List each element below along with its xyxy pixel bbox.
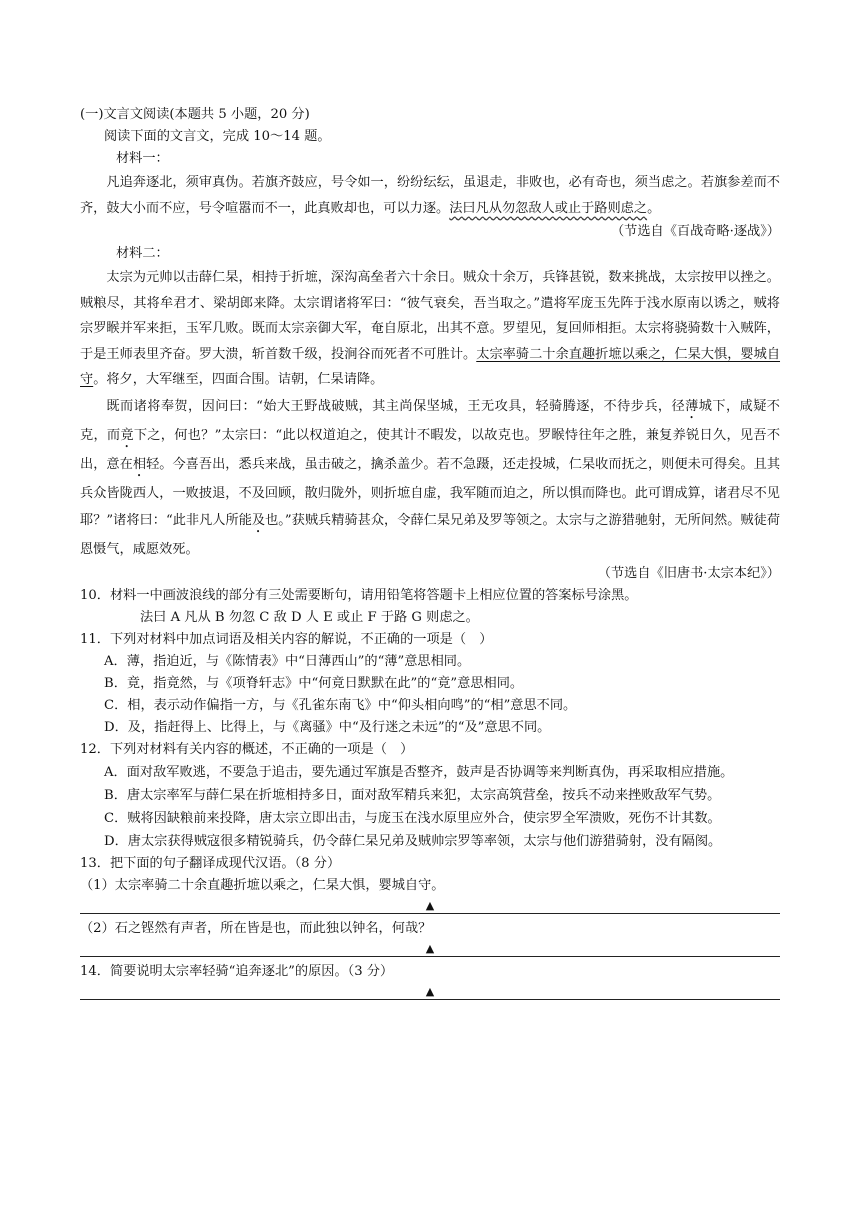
answer-mark: ▲ bbox=[425, 898, 435, 912]
wavy-underlined-text: 法曰凡从勿忽敌人或止于路则虑之 bbox=[449, 200, 648, 216]
dotted-word-bo: 薄 bbox=[685, 398, 699, 414]
instruction: 阅读下面的文言文，完成 10～14 题。 bbox=[104, 129, 331, 144]
q10-stem: 10．材料一中画波浪线的部分有三处需要断句，请用铅笔将答题卡上相应位置的答案标号涂黑。 bbox=[80, 587, 638, 603]
q13-stem: 13．把下面的句子翻译成现代汉语。（8 分） bbox=[80, 855, 341, 871]
q11-option-d: D．及，指赶得上、比得上，与《离骚》中“及行迷之未远”的“及”意思不同。 bbox=[104, 719, 551, 735]
material1-paragraph: 凡追奔逐北，须审真伪。若旗齐鼓应，号令如一，纷纷纭纭，虽退走，非败也，必有奇也，须当虑之。若旗参差而不齐，鼓大小而不应，号令喧嚣而不一，此真败却也，可以力逐。法曰凡从勿忽敌人或止于路则虑之。 bbox=[80, 175, 780, 216]
dotted-word-jing: 竟 bbox=[120, 427, 134, 443]
answer-mark: ▲ bbox=[425, 984, 435, 998]
material2-label: 材料二： bbox=[116, 246, 169, 261]
answer-line-1[interactable] bbox=[80, 913, 780, 914]
exam-page bbox=[80, 104, 780, 1000]
material2-source: （节选自《旧唐书·太宗本纪》） bbox=[597, 565, 780, 581]
q12-option-b: B．唐太宗率军与薛仁杲在折墌相持多日，面对敌军精兵来犯，太宗高筑营垒，按兵不动来挫败敌军气势。 bbox=[104, 787, 721, 803]
q10-options: 法曰 A 凡从 B 勿忽 C 敌 D 人 E 或止 F 于路 G 则虑之。 bbox=[140, 609, 479, 625]
dotted-word-xiang: 相 bbox=[132, 456, 147, 472]
q13-sentence-1: （1）太宗率骑二十余直趣折墌以乘之，仁杲大惧，婴城自守。 bbox=[80, 877, 445, 893]
answer-line-2[interactable] bbox=[80, 956, 780, 957]
q12-stem: 12．下列对材料有关内容的概述，不正确的一项是（ ） bbox=[80, 741, 414, 757]
material1-source: （节选自《百战奇略·逐战》） bbox=[610, 224, 780, 239]
material2-paragraph-1: 太宗为元帅以击薛仁杲，相持于折墌，深沟高垒者六十余日。贼众十余万，兵锋甚锐，数来挑战，太宗按甲以挫之。贼粮尽，其将牟君才、梁胡郎来降。太宗谓诸将军曰：“彼气衰矣，吾当取之。”遣将军庞玉先阵于浅水原南以诱之，贼将宗罗睺并军来拒，玉军几败。既而太宗亲御大军，奄自原北，出其不意。罗望见，复回师相拒。太宗将骁骑数十入贼阵，于是王师表里齐奋。罗大溃，斩首数千级，投涧谷而死者不可胜计。太宗率骑二十余直趣折墌以乘之，仁杲大惧，婴城自守。将夕，大军继至，四面合围。诘朝，仁杲请降。 bbox=[80, 270, 781, 387]
q11-stem: 11．下列对材料中加点词语及相关内容的解说，不正确的一项是（ ） bbox=[80, 631, 493, 647]
q11-option-b: B．竟，指竟然，与《项脊轩志》中“何竟日默默在此”的“竟”意思相同。 bbox=[104, 675, 524, 691]
q11-option-c: C．相，表示动作偏指一方，与《孔雀东南飞》中“仰头相向鸣”的“相”意思不同。 bbox=[104, 697, 577, 713]
material2-paragraph-2: 既而诸将奉贺，因问曰：“始大王野战破贼，其主尚保坚城，王无攻具，轻骑腾逐，不待步兵，径薄城下，咸疑不克，而竟下之，何也？”太宗曰：“此以权道迫之，使其计不暇发，以故克也。罗睺恃往年之胜，兼复养锐日久，见吾不出，意在相轻。今喜吾出，悉兵来战，虽击破之，擒杀盖少。若不急蹑，还走投城，仁杲收而抚之，则便未可得矣。且其兵众皆陇西人，一败披退，不及回顾，散归陇外，则折墌自虚，我军随而迫之，所以惧而降也。此可谓成算，诸君尽不见耶？”诸将曰：“此非凡人所能及也。”获贼兵精骑甚众，令薛仁杲兄弟及罗等领之。太宗与之游猎驰射，无所间然。贼徒荷恩慑气，咸愿效死。 bbox=[80, 398, 781, 557]
q12-option-a: A．面对敌军败逃，不要急于追击，要先通过军旗是否整齐，鼓声是否协调等来判断真伪，再采取相应措施。 bbox=[104, 764, 734, 780]
q12-option-c: C．贼将因缺粮前来投降，唐太宗立即出击，与庞玉在浅水原里应外合，使宗罗全军溃败，死伤不计其数。 bbox=[104, 810, 721, 826]
q11-option-a: A．薄，指迫近，与《陈情表》中“日薄西山”的“薄”意思相同。 bbox=[104, 653, 471, 669]
underlined-sentence: 太宗率骑二十余直趣折墌以乘之，仁杲大惧，婴城自守 bbox=[80, 346, 781, 387]
dotted-word-ji: 及 bbox=[251, 512, 266, 528]
material1-label: 材料一： bbox=[116, 151, 169, 166]
q12-option-d: D．唐太宗获得贼寇很多精锐骑兵，仍令薛仁杲兄弟及贼帅宗罗等率领，太宗与他们游猎骑射，没有隔阂。 bbox=[104, 833, 722, 849]
answer-line-3[interactable] bbox=[80, 999, 780, 1000]
q14-stem: 14．简要说明太宗率轻骑“追奔逐北”的原因。（3 分） bbox=[80, 963, 394, 979]
answer-mark: ▲ bbox=[425, 941, 435, 955]
section-title: (一)文言文阅读(本题共 5 小题，20 分) bbox=[80, 107, 310, 122]
q13-sentence-2: （2）石之铿然有声者，所在皆是也，而此独以钟名，何哉？ bbox=[80, 920, 432, 936]
